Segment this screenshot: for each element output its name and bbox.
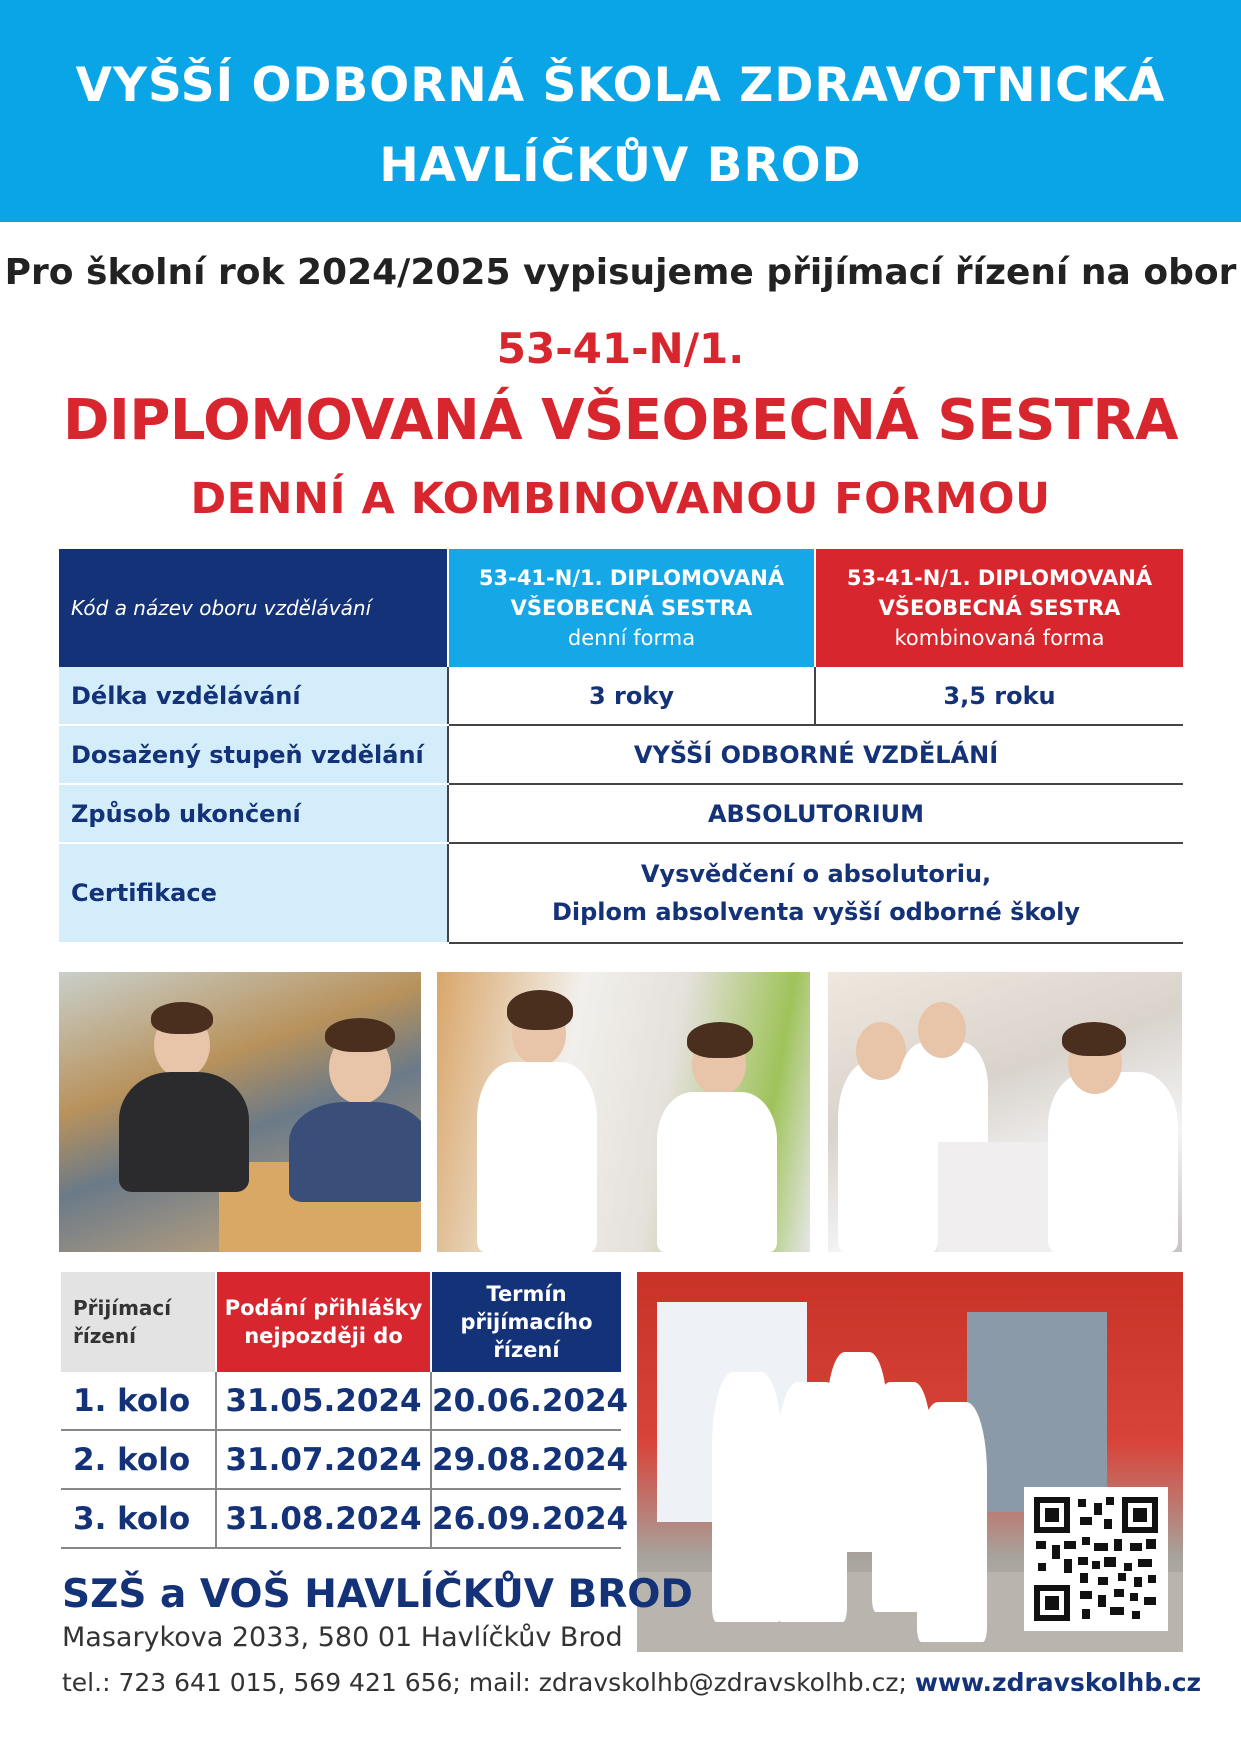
row-label: Certifikace — [59, 843, 448, 943]
nurse-head — [918, 1002, 966, 1058]
certification — [448, 843, 1183, 943]
header-text: přijímacího — [460, 1310, 593, 1334]
admission-header-round — [61, 1272, 216, 1372]
admission-header-deadline — [216, 1272, 431, 1372]
combined-form-line2: VŠEOBECNÁ SESTRA — [878, 596, 1121, 620]
header-text: Přijímací — [73, 1296, 172, 1320]
header-text: Termín — [486, 1282, 567, 1306]
header-text: Podání přihlášky — [224, 1296, 423, 1320]
nurse-coat — [477, 1062, 597, 1252]
table-row — [59, 725, 1183, 784]
contact-info: tel.: 723 641 015, 569 421 656; mail: zdravskolhb@zdravskolhb.cz; — [62, 1668, 907, 1697]
row-label: Způsob ukončení — [59, 784, 448, 843]
program-code: 53-41-N/1. — [496, 324, 745, 373]
nurse-hair — [1062, 1022, 1126, 1056]
admission-table-header — [61, 1272, 621, 1372]
student-figure — [289, 1102, 421, 1202]
combined-form-label: kombinovaná forma — [894, 626, 1105, 650]
school-name-line1: VYŠŠÍ ODBORNÁ ŠKOLA ZDRAVOTNICKÁ — [75, 58, 1166, 113]
exam-date: 29.08.2024 — [431, 1430, 621, 1489]
application-deadline: 31.07.2024 — [216, 1430, 431, 1489]
nurse-coat — [657, 1092, 777, 1252]
application-deadline: 31.08.2024 — [216, 1489, 431, 1548]
organization-name: SZŠ a VOŠ HAVLÍČKŮV BROD — [62, 1572, 693, 1617]
certification-line1: Vysvědčení o absolutoriu, — [640, 860, 992, 888]
student-hair — [325, 1018, 395, 1052]
table-row — [61, 1372, 621, 1430]
admission-table — [61, 1272, 629, 1549]
table-row — [61, 1430, 621, 1489]
combined-form-line1: 53-41-N/1. DIPLOMOVANÁ — [846, 566, 1153, 590]
duration-day: 3 roky — [448, 667, 815, 725]
student-figure — [712, 1372, 782, 1622]
info-header-combined-form — [815, 549, 1183, 667]
header-text: řízení — [493, 1338, 560, 1362]
students-classroom-photo — [59, 972, 421, 1252]
exam-date: 20.06.2024 — [431, 1372, 621, 1430]
nursing-practice-photo — [437, 972, 810, 1252]
student-figure — [119, 1072, 249, 1192]
address: Masarykova 2033, 580 01 Havlíčkův Brod — [62, 1622, 623, 1653]
nurse-hair — [507, 990, 573, 1030]
education-level: VYŠŠÍ ODBORNÉ VZDĚLÁNÍ — [448, 725, 1183, 784]
table-row — [59, 843, 1183, 943]
info-header-day-form — [448, 549, 815, 667]
duration-combined: 3,5 roku — [815, 667, 1183, 725]
header-banner — [0, 0, 1241, 222]
table-row — [59, 784, 1183, 843]
header-text: nejpozději do — [244, 1324, 403, 1348]
day-form-line2: VŠEOBECNÁ SESTRA — [510, 596, 753, 620]
nurse-hair — [687, 1022, 753, 1058]
admission-round: 2. kolo — [61, 1430, 216, 1489]
qr-code-icon — [1034, 1497, 1158, 1621]
row-label: Dosažený stupeň vzdělání — [59, 725, 448, 784]
day-form-line1: 53-41-N/1. DIPLOMOVANÁ — [478, 566, 785, 590]
website-link[interactable]: www.zdravskolhb.cz — [914, 1668, 1202, 1697]
completion-method: ABSOLUTORIUM — [448, 784, 1183, 843]
qr-code — [1024, 1487, 1168, 1631]
student-hair — [151, 1002, 213, 1034]
admission-header-exam — [431, 1272, 621, 1372]
program-info-table — [59, 549, 1183, 944]
nurse-coat — [1048, 1072, 1178, 1252]
admission-round: 3. kolo — [61, 1489, 216, 1548]
table-row — [61, 1489, 621, 1548]
contact-line — [62, 1668, 1201, 1697]
program-title: DIPLOMOVANÁ VŠEOBECNÁ SESTRA — [63, 388, 1178, 453]
info-table-header — [59, 549, 1183, 667]
application-deadline: 31.05.2024 — [216, 1372, 431, 1430]
admission-round: 1. kolo — [61, 1372, 216, 1430]
exam-date: 26.09.2024 — [431, 1489, 621, 1548]
entrance-door-window — [967, 1312, 1107, 1512]
certification-line2: Diplom absolventa vyšší odborné školy — [551, 898, 1081, 926]
day-form-label: denní forma — [567, 626, 696, 650]
school-name-line2: HAVLÍČKŮV BROD — [379, 138, 862, 193]
row-label: Délka vzdělávání — [59, 667, 448, 725]
info-header-label: Kód a název oboru vzdělávání — [59, 549, 448, 667]
program-subtitle: DENNÍ A KOMBINOVANOU FORMOU — [190, 474, 1051, 524]
patient-care-photo — [828, 972, 1182, 1252]
student-figure — [917, 1402, 987, 1642]
intro-text: Pro školní rok 2024/2025 vypisujeme přijímací řízení na obor — [4, 252, 1237, 293]
table-row — [59, 667, 1183, 725]
header-text: řízení — [73, 1324, 137, 1348]
